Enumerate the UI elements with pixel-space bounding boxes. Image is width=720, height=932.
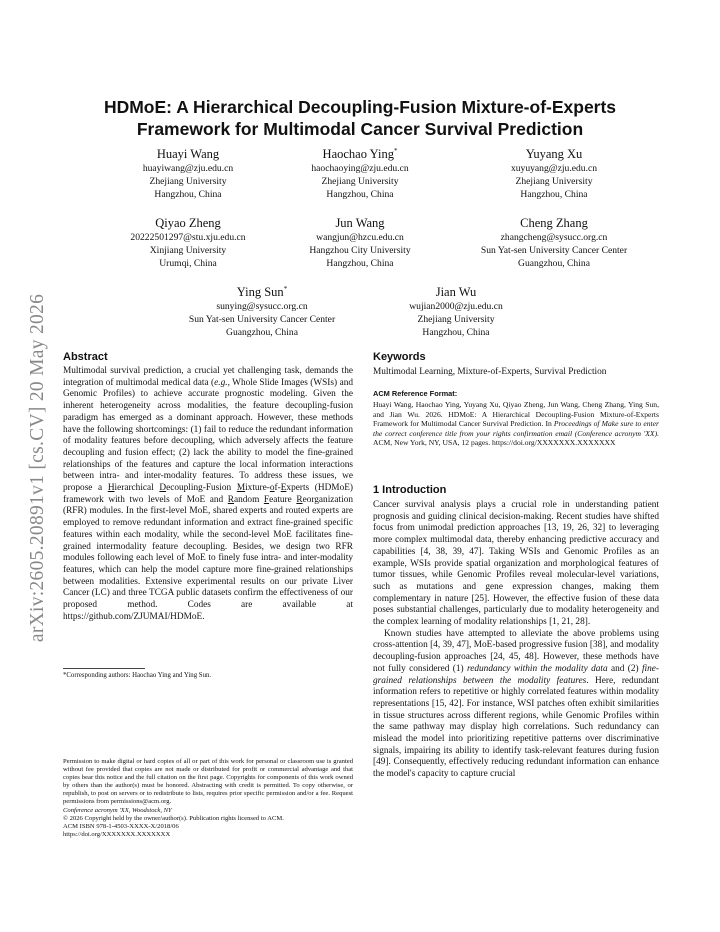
permission-block: [63, 758, 353, 839]
author-block: [255, 216, 465, 270]
title-line-2: Framework for Multimodal Cancer Survival Prediction: [136, 119, 584, 139]
footnote-rule: [63, 668, 145, 669]
abstract-heading: Abstract: [63, 351, 108, 363]
author-email: sunying@sysucc.org.cn: [216, 301, 308, 312]
corresponding-marker: *: [283, 284, 288, 293]
abstract-section: [63, 351, 353, 623]
permission-text: Permission to make digital or hard copies of all or part of this work for personal or classroom use is granted without fee provided that copies are not made or distributed for profit or commercial advantage and that copies bear this notice and the full citation on the first page. Copyrights for components of this work owned by others than the author(s) must be honored. Abstracting with credit is permitted. To copy otherwise, or republish, to post on servers or to redistribute to lists, requires prior specific permission and/or a fee. Request permissions from permissions@acm.org.: [63, 758, 353, 806]
author-affiliation: Zhejiang University: [321, 176, 399, 187]
acm-reference-heading: ACM Reference Format:: [373, 389, 458, 398]
author-name: Cheng Zhang: [520, 216, 588, 230]
introduction-section: [373, 484, 659, 781]
author-block: [255, 147, 465, 201]
author-location: Hangzhou, China: [154, 189, 222, 200]
author-affiliation: Sun Yat-sen University Cancer Center: [480, 245, 628, 256]
author-name: Huayi Wang: [156, 147, 220, 161]
author-name: Jun Wang: [335, 216, 385, 230]
author-email: wujian2000@zju.edu.cn: [409, 301, 503, 312]
abstract-text: Multimodal survival prediction, a crucial yet challenging task, demands the integration of multimodal medical data (e.g., Whole Slide Images (WSIs) and Genomic Profiles) to achieve accurate prognostic modeling. Given the inherent heterogeneity across modalities, the feature decoupling-fusion paradigm has emerged as a dominant approach. However, these methods have the following shortcomings: (1) fail to reduce the redundant information of modality features before decoupling, which adversely affects the feature decoupling and fusion effect; (2) lack the ability to model the fine-grained relationships of the features and capture the local information interactions between intra- and inter-modality features. To address these issues, we propose a Hierarchical Decoupling-Fusion Mixture-of-Experts (HDMoE) framework with two levels of MoE and Random Feature Reorganization (RFR) modules. In the first-level MoE, shared experts and routed experts are employed to remove redundant information and extract fine-grained specific features within each modality, while the second-level MoE facilitates fine-grained intermodality feature decoupling. Besides, we design two RFR modules following each level of MoE to finely fuse intra- and inter-modality features, which can help the model capture more fine-grained relationships between modalities. Extensive experimental results on our private Liver Cancer (LC) and three TCGA public datasets confirm the effectiveness of our proposed method. Codes are available at https://github.com/ZJUMAI/HDMoE.: [63, 366, 353, 622]
author-email: huayiwang@zju.edu.cn: [142, 163, 234, 174]
author-affiliation: Xinjiang University: [149, 245, 227, 256]
introduction-heading: 1 Introduction: [373, 484, 447, 496]
acm-reference-text: Huayi Wang, Haochao Ying, Yuyang Xu, Qiyao Zheng, Jun Wang, Cheng Zhang, Ying Sun, and Jian Wu. 2026. HDMoE: A Hierarchical Decoupling-Fusion Mixture-of-Experts Framework for Multimodal Cancer Survival Prediction. In Proceedings of Make sure to enter the correct conference title from your rights confirmation email (Conference acronym 'XX). ACM, New York, NY, USA, 12 pages. https://doi.org/XXXXXXX.XXXXXXX: [373, 400, 659, 448]
corresponding-marker: *: [393, 146, 398, 155]
isbn-line: ACM ISBN 978-1-4503-XXXX-X/2018/06: [63, 822, 179, 830]
author-name: Jian Wu: [435, 285, 477, 299]
title-line-1: HDMoE: A Hierarchical Decoupling-Fusion Mixture-of-Experts: [103, 97, 617, 117]
author-email: wangjun@hzcu.edu.cn: [316, 232, 404, 243]
author-affiliation: Hangzhou City University: [309, 245, 411, 256]
author-name: Haochao Ying*: [322, 146, 398, 161]
author-block: [449, 216, 659, 270]
author-location: Hangzhou, China: [520, 189, 588, 200]
author-block: [157, 285, 367, 339]
keywords-text: Multimodal Learning, Mixture-of-Experts, Survival Prediction: [373, 367, 607, 377]
keywords-heading: Keywords: [373, 351, 426, 363]
author-affiliation: Zhejiang University: [515, 176, 593, 187]
author-email: 20222501297@stu.xju.edu.cn: [130, 232, 246, 243]
arxiv-identifier: arXiv:2605.20891v1 [cs.CV] 20 May 2026: [27, 293, 48, 643]
arxiv-sidebar: [18, 258, 58, 678]
conference-acronym: Conference acronym 'XX, Woodstock, NY: [63, 806, 172, 814]
footnote-area: [63, 668, 353, 680]
paper-title: [40, 96, 680, 140]
author-block: [351, 285, 561, 339]
author-location: Guangzhou, China: [518, 258, 590, 269]
author-email: zhangcheng@sysucc.org.cn: [500, 232, 608, 243]
author-name: Ying Sun*: [236, 284, 288, 299]
author-name: Yuyang Xu: [525, 147, 583, 161]
introduction-text: [373, 500, 659, 781]
author-affiliation: Zhejiang University: [417, 314, 495, 325]
intro-paragraph: Known studies have attempted to alleviate the above problems using cross-attention [4, 39, 47], MoE-based progressive fusion [38], and modality decoupling-fusion approaches [24, 45, 48]. However, these methods have not fully considered (1) redundancy within the modality data and (2) fine-grained relationships between the modality features. Here, redundant information refers to repetitive or highly correlated features within modality representations [15, 42]. For instance, WSI patches often exhibit similarities in tissue structures across different regions, while Genomic Profiles within the same pathway may display high correlations. Such redundancy can mislead the model into prioritizing repetitive patterns over discriminative signals, impairing its ability to identify task-relevant features during fusion [49]. Consequently, effectively reducing redundant information can enhance the model's capacity to capture crucial: [373, 628, 659, 780]
author-affiliation: Sun Yat-sen University Cancer Center: [188, 314, 336, 325]
author-location: Hangzhou, China: [326, 189, 394, 200]
author-location: Hangzhou, China: [326, 258, 394, 269]
author-location: Urumqi, China: [159, 258, 217, 269]
acm-reference-section: [373, 389, 659, 448]
author-location: Hangzhou, China: [422, 327, 490, 338]
author-location: Guangzhou, China: [226, 327, 298, 338]
author-affiliation: Zhejiang University: [149, 176, 227, 187]
author-email: haochaoying@zju.edu.cn: [311, 163, 409, 174]
author-email: xuyuyang@zju.edu.cn: [510, 163, 598, 174]
corresponding-footnote: *Corresponding authors: Haochao Ying and Ying Sun.: [63, 672, 212, 679]
intro-paragraph: Cancer survival analysis plays a crucial role in understanding patient prognosis and guiding clinical decision-making. Recent studies have shifted focus from unimodal prediction approaches [13, 19, 26, 32] to leveraging more complex multimodal data, thereby enhancing predictive accuracy and capabilities [4, 38, 39, 47]. Taking WSIs and Genomic Profiles as an example, WSIs provide spatial organization and morphological features of tumor tissues, while Genomic Profiles reveal molecular-level variations, such as mutations and gene expression changes, making them complementary in nature [25]. However, the effective fusion of these data poses substantial challenges, particularly due to modality heterogeneity and the complex learning of modality relationships [1, 21, 28].: [373, 500, 659, 628]
doi-line: https://doi.org/XXXXXXX.XXXXXXX: [63, 830, 171, 838]
keywords-section: [373, 351, 659, 379]
author-block: [449, 147, 659, 201]
author-name: Qiyao Zheng: [155, 216, 221, 230]
copyright-line: © 2026 Copyright held by the owner/author(s). Publication rights licensed to ACM.: [63, 814, 284, 822]
